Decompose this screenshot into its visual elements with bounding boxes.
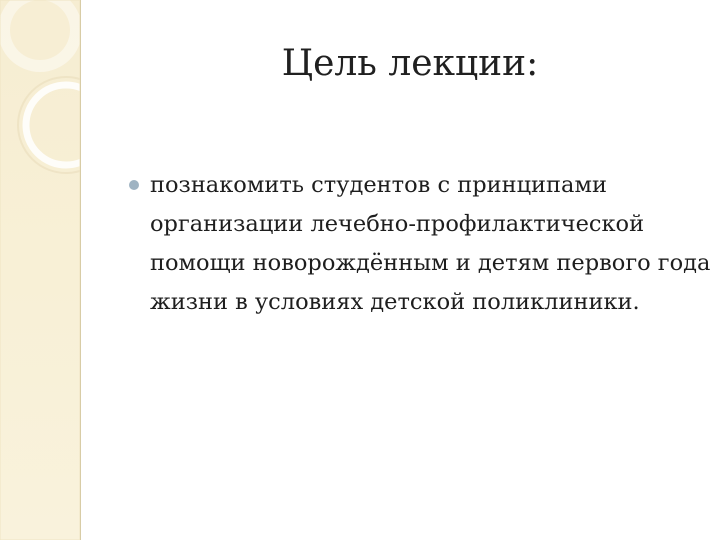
slide-title: Цель лекции:: [281, 43, 539, 84]
bullet-list: [126, 166, 716, 322]
bullet-text: познакомить студентов с принципами организации лечебно-профилактической помощи новорождённым и детям первого года жизни в условиях детской поликлиники.: [150, 172, 711, 315]
bullet-item: [126, 166, 716, 322]
bullet-dot-icon: [129, 180, 139, 190]
decorative-side-band: [0, 0, 81, 540]
decorative-circles-icon: [0, 0, 80, 540]
